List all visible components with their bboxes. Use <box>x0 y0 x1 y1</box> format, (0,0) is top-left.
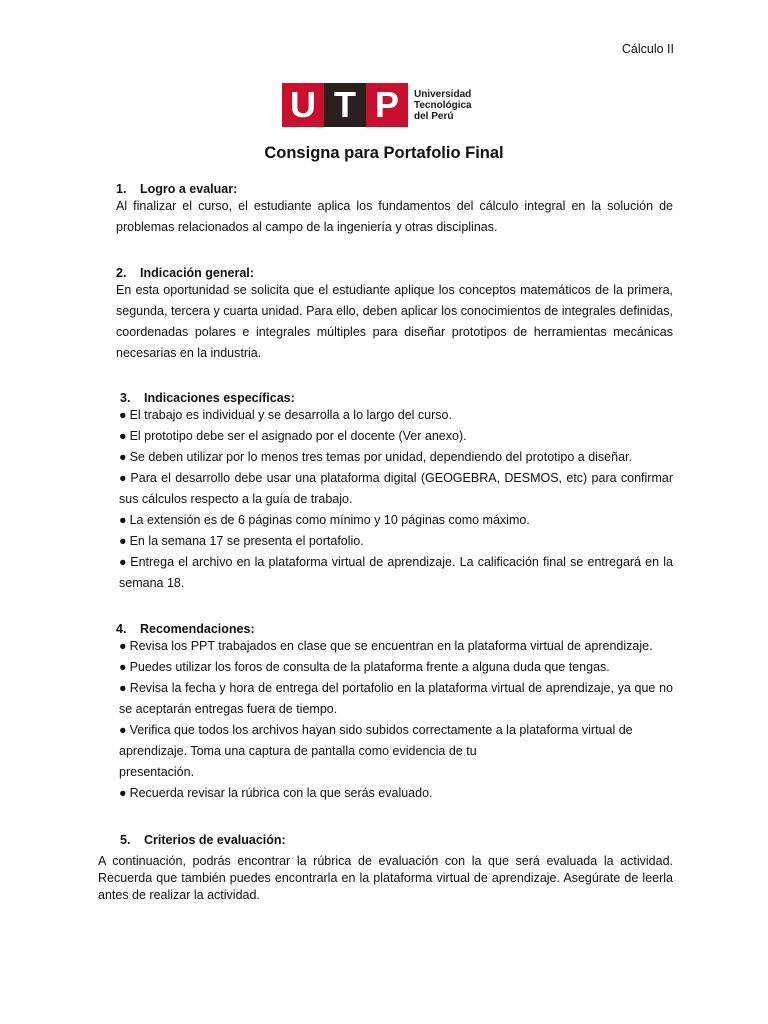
logo-line-1: Universidad <box>414 88 472 100</box>
closing-paragraph: A continuación, podrás encontrar la rúbrica de evaluación con la que será evaluada la actividad. Recuerda que también puedes encontrarla en la plataforma virtual de aprendizaje. Asegúrate de leerla antes de realizar la actividad. <box>98 854 673 902</box>
bullet-icon: ● <box>119 450 127 464</box>
list-item: ● Revisa los PPT trabajados en clase que se encuentran en la plataforma virtual de aprendizaje. <box>119 639 653 653</box>
document-title: Consigna para Portafolio Final <box>264 144 504 162</box>
logo-letter-u: U <box>282 83 324 127</box>
section-criterios <box>116 833 673 847</box>
section-heading <box>116 391 673 405</box>
section-text: En esta oportunidad se solicita que el estudiante aplique los conceptos matemáticos de la primera, segunda, tercera y cuarta unidad. Para ello, deben aplicar los conocimientos de integrales definidas, coordenadas polares e integrales múltiples para diseñar prototipos de herramientas mecánicas necesarias en la industria. <box>116 283 673 360</box>
section-indicacion-general <box>116 266 673 364</box>
recommendations-list <box>116 636 673 804</box>
section-title: Indicaciones específicas: <box>144 391 295 405</box>
section-text: Al finalizar el curso, el estudiante aplica los fundamentos del cálculo integral en la solución de problemas relacionados al campo de la ingeniería y otras disciplinas. <box>116 199 673 234</box>
list-item: ● Puedes utilizar los foros de consulta de la plataforma frente a alguna duda que tengas. <box>119 660 610 674</box>
section-heading <box>116 622 673 636</box>
list-item: ● Para el desarrollo debe usar una plataforma digital (GEOGEBRA, DESMOS, etc) para confirmar sus cálculos respecto a la guía de trabajo. <box>119 471 673 506</box>
section-heading <box>116 182 673 196</box>
bullet-icon: ● <box>119 429 127 443</box>
list-item-continuation: presentación. <box>119 765 195 779</box>
section-heading <box>116 266 673 280</box>
section-indicaciones-especificas <box>116 391 673 594</box>
bullet-icon: ● <box>119 408 127 422</box>
utp-logo-text <box>414 89 472 122</box>
section-number: 4. <box>116 622 127 636</box>
section-number: 3. <box>120 391 131 405</box>
list-item: ● El prototipo debe ser el asignado por el docente (Ver anexo). <box>119 429 467 443</box>
section-number: 1. <box>116 182 127 196</box>
section-number: 2. <box>116 266 127 280</box>
section-heading <box>116 833 673 847</box>
bullet-icon: ● <box>119 555 128 569</box>
section-title: Recomendaciones: <box>140 622 255 636</box>
logo-line-2: Tecnológica <box>414 99 472 111</box>
bullet-icon: ● <box>119 471 128 485</box>
section-recomendaciones <box>116 622 673 804</box>
list-item: ● El trabajo es individual y se desarrolla a lo largo del curso. <box>119 408 452 422</box>
bullet-icon: ● <box>119 786 127 800</box>
list-item: ● Revisa la fecha y hora de entrega del portafolio en la plataforma virtual de aprendizaje, ya que no se aceptarán entregas fuera de tiempo. <box>119 681 673 716</box>
bullet-icon: ● <box>119 660 127 674</box>
section-title: Criterios de evaluación: <box>144 833 286 847</box>
section-title: Indicación general: <box>140 266 254 280</box>
section-logro <box>116 182 673 238</box>
section-number: 5. <box>120 833 131 847</box>
bullet-icon: ● <box>119 639 127 653</box>
list-item: ● Se deben utilizar por lo menos tres temas por unidad, dependiendo del prototipo a diseñar. <box>119 450 632 464</box>
list-item: ● La extensión es de 6 páginas como mínimo y 10 páginas como máximo. <box>119 513 530 527</box>
specific-instructions-list <box>116 405 673 594</box>
section-title: Logro a evaluar: <box>140 182 238 196</box>
bullet-icon: ● <box>119 534 127 548</box>
bullet-icon: ● <box>119 681 127 695</box>
list-item: ● En la semana 17 se presenta el portafolio. <box>119 534 364 548</box>
logo-line-3: del Perú <box>414 110 454 122</box>
course-header: Cálculo II <box>621 42 674 56</box>
utp-logo <box>282 83 472 127</box>
list-item: ● Entrega el archivo en la plataforma virtual de aprendizaje. La calificación final se entregará en la semana 18. <box>119 555 673 590</box>
list-item: ● Recuerda revisar la rúbrica con la que serás evaluado. <box>119 786 433 800</box>
logo-letter-p: P <box>366 83 408 127</box>
bullet-icon: ● <box>119 513 127 527</box>
utp-logo-mark <box>282 83 408 127</box>
bullet-icon: ● <box>119 723 127 737</box>
logo-letter-t: T <box>324 83 366 127</box>
list-item: ● Verifica que todos los archivos hayan sido subidos correctamente a la plataforma virtual de aprendizaje. Toma una captura de pantalla como evidencia de tu <box>119 723 633 758</box>
